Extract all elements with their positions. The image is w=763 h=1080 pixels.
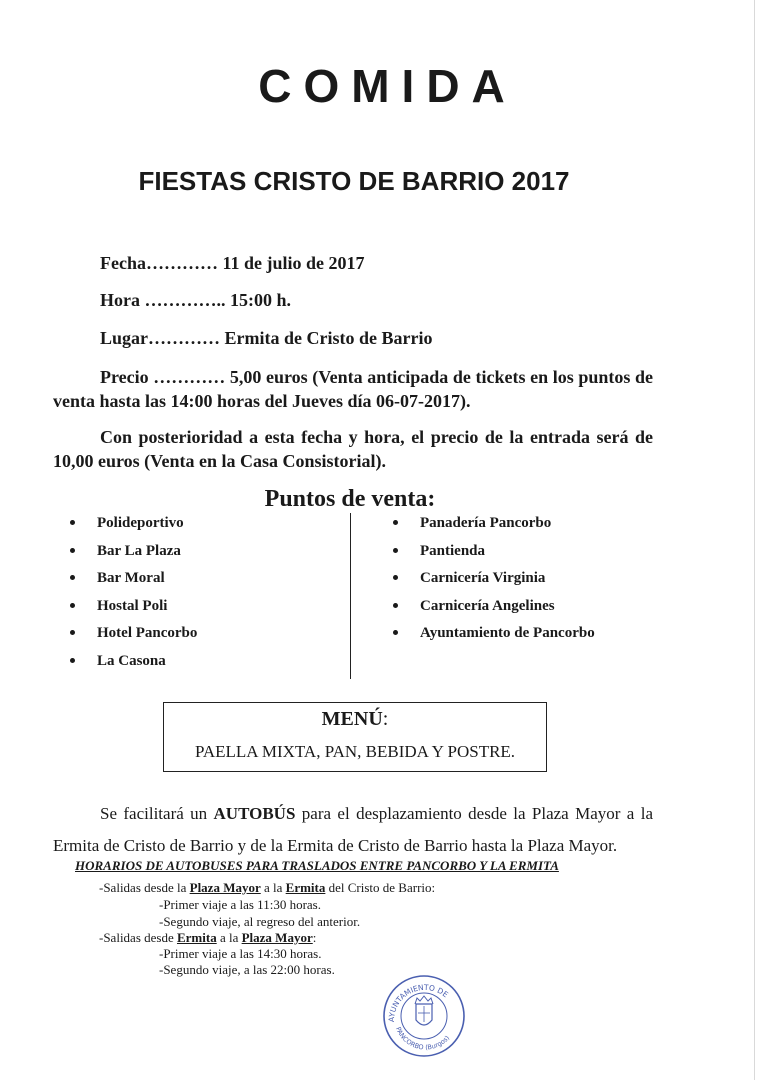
bullet-icon — [70, 630, 75, 635]
list-item: Carnicería Virginia — [393, 569, 595, 597]
puntos-venta-title: Puntos de venta: — [264, 486, 436, 512]
bullet-icon — [393, 603, 398, 608]
precio-paragraph: Precio ………… 5,00 euros (Venta anticipada de tickets en los puntos de venta hasta las 14:00 horas del Jueves día 06-07-2017). — [53, 367, 653, 411]
salida-line-1: -Salidas desde la Plaza Mayor a la Ermita del Cristo de Barrio: — [99, 880, 436, 895]
bullet-icon — [70, 575, 75, 580]
bullet-icon — [70, 520, 75, 525]
list-item: Panadería Pancorbo — [393, 514, 595, 542]
svg-text:AYUNTAMIENTO DE — [387, 983, 450, 1022]
puntos-venta-right-list — [393, 514, 595, 652]
puntos-venta-left-list — [70, 514, 197, 680]
seal-top-text: AYUNTAMIENTO DE — [386, 982, 450, 1023]
viaje-line-1b: -Segundo viaje, al regreso del anterior. — [159, 914, 361, 929]
salida-line-2: -Salidas desde Ermita a la Plaza Mayor: — [99, 930, 317, 945]
subtitle: FIESTAS CRISTO DE BARRIO 2017 — [138, 166, 570, 196]
list-item: Polideportivo — [70, 514, 197, 542]
bullet-icon — [393, 520, 398, 525]
menu-title: MENÚ: — [321, 708, 389, 730]
column-divider — [350, 513, 351, 679]
main-title: COMIDA — [258, 60, 517, 112]
list-item: La Casona — [70, 652, 197, 680]
bullet-icon — [393, 630, 398, 635]
list-item: Bar Moral — [70, 569, 197, 597]
seal-bottom-text: PANCORBO (Burgos) — [394, 1025, 452, 1052]
list-item: Hostal Poli — [70, 597, 197, 625]
fecha-line: Fecha………… 11 de julio de 2017 — [100, 253, 365, 273]
list-item: Pantienda — [393, 542, 595, 570]
menu-items: PAELLA MIXTA, PAN, BEBIDA Y POSTRE. — [194, 742, 516, 761]
lugar-line: Lugar………… Ermita de Cristo de Barrio — [100, 328, 433, 348]
bus-paragraph: Se facilitará un AUTOBÚS para el desplazamiento desde la Plaza Mayor a la Ermita de Cristo de Barrio y de la Ermita de Cristo de Barrio hasta la Plaza Mayor. — [53, 804, 653, 855]
list-item: Hotel Pancorbo — [70, 624, 197, 652]
viaje-line-2a: -Primer viaje a las 14:30 horas. — [159, 946, 322, 961]
viaje-line-1a: -Primer viaje a las 11:30 horas. — [159, 897, 321, 912]
bullet-icon — [393, 548, 398, 553]
bullet-icon — [70, 603, 75, 608]
posterioridad-paragraph: Con posterioridad a esta fecha y hora, el precio de la entrada será de 10,00 euros (Venta en la Casa Consistorial). — [53, 427, 653, 471]
list-item: Bar La Plaza — [70, 542, 197, 570]
horarios-title: HORARIOS DE AUTOBUSES PARA TRASLADOS ENTRE PANCORBO Y LA ERMITA — [75, 858, 559, 873]
bullet-icon — [70, 658, 75, 663]
list-item: Ayuntamiento de Pancorbo — [393, 624, 595, 652]
menu-box — [163, 702, 547, 772]
bus-highlight: AUTOBÚS — [213, 804, 296, 823]
hora-line: Hora ………….. 15:00 h. — [100, 290, 291, 310]
bullet-icon — [70, 548, 75, 553]
municipal-seal-icon — [382, 974, 466, 1058]
viaje-line-2b: -Segundo viaje, a las 22:00 horas. — [159, 962, 335, 977]
list-item: Carnicería Angelines — [393, 597, 595, 625]
page-edge — [754, 0, 755, 1080]
bullet-icon — [393, 575, 398, 580]
